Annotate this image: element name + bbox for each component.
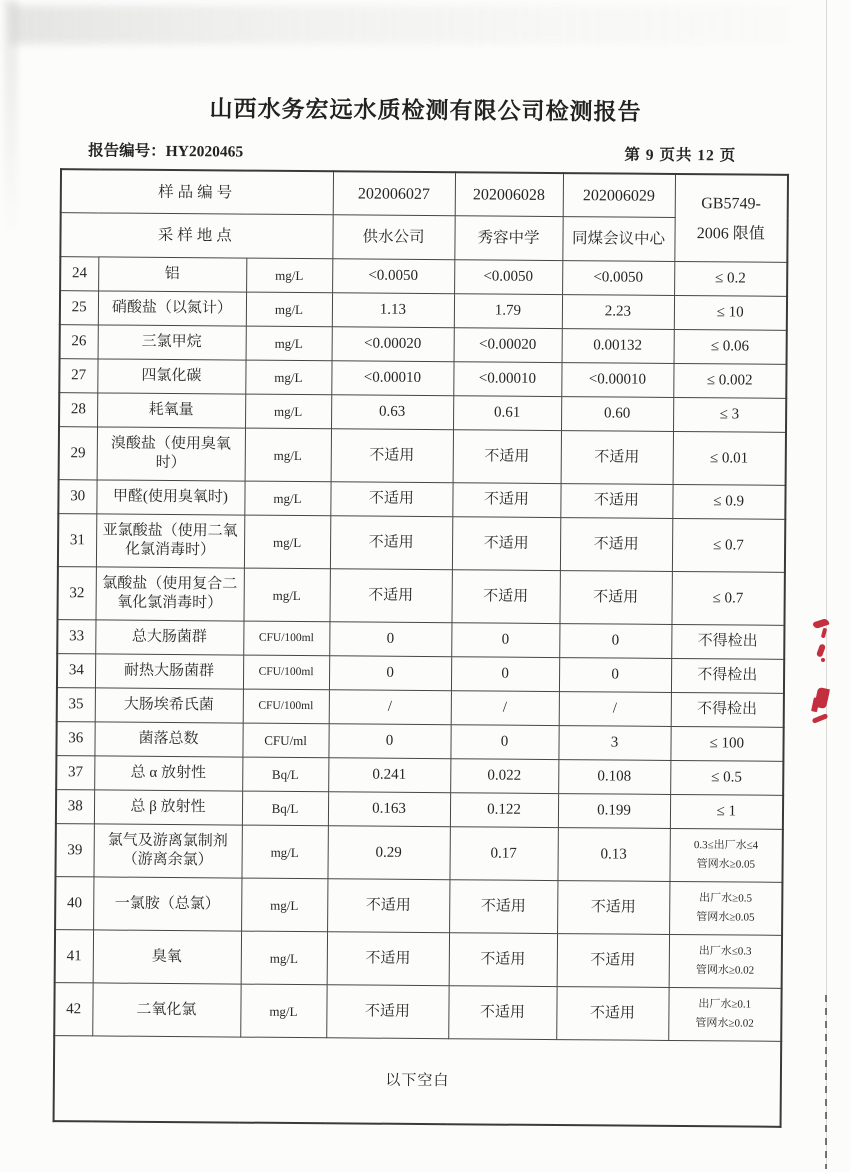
table-row [60, 291, 787, 331]
value-sample-3: 不适用 [556, 987, 668, 1041]
value-sample-3: / [559, 692, 671, 727]
parameter-name: 二氧化氯 [92, 983, 240, 1037]
table-row [55, 877, 782, 936]
value-sample-3: 0.00132 [562, 329, 674, 364]
value-sample-3: 不适用 [560, 484, 672, 519]
table-row [55, 824, 782, 883]
location-header-label: 采样地点 [60, 213, 332, 259]
value-sample-3: 0 [559, 624, 671, 659]
value-sample-3: 0.60 [561, 397, 673, 432]
limit-value: ≤ 0.5 [670, 760, 783, 795]
row-number: 37 [56, 756, 94, 790]
value-sample-2: 不适用 [452, 483, 560, 518]
value-sample-1: 不适用 [326, 985, 448, 1039]
unit: mg/L [241, 878, 327, 932]
value-sample-1: 1.13 [332, 293, 454, 328]
parameter-name: 总 α 放射性 [94, 756, 242, 791]
header-row-sample-id [61, 169, 788, 218]
results-table [53, 168, 789, 1128]
parameter-name: 一氯胺（总氯） [93, 877, 241, 931]
value-sample-2: <0.00020 [454, 328, 562, 363]
unit: mg/L [240, 984, 326, 1038]
unit: mg/L [246, 258, 332, 293]
row-number: 39 [55, 824, 93, 877]
unit: mg/L [245, 394, 331, 429]
table-row [57, 567, 784, 626]
table-row [57, 654, 784, 694]
row-number: 30 [58, 480, 96, 514]
row-number: 24 [60, 257, 98, 291]
value-sample-1: 0.241 [328, 758, 450, 793]
limit-value: 不得检出 [671, 692, 784, 727]
report-number [88, 138, 243, 161]
value-sample-3: 3 [558, 726, 670, 761]
limit-value: ≤ 0.002 [673, 363, 786, 398]
value-sample-1: 0.163 [328, 792, 450, 827]
value-sample-3: 不适用 [557, 881, 669, 935]
below-blank-note: 以下空白 [54, 1036, 782, 1127]
parameter-name: 大肠埃希氏菌 [95, 688, 243, 723]
parameter-name: 菌落总数 [94, 722, 242, 757]
value-sample-1: 0 [329, 622, 451, 657]
page-title: 山西水务宏远水质检测有限公司检测报告 [209, 95, 642, 125]
sample-id-3: 202006029 [563, 173, 675, 217]
limit-value: ≤ 10 [674, 295, 787, 330]
limit-value: 不得检出 [671, 624, 784, 659]
value-sample-3: <0.0050 [562, 261, 674, 296]
parameter-name: 氯酸盐（使用复合二氧化氯消毒时） [95, 567, 243, 621]
unit: CFU/100ml [243, 689, 329, 724]
value-sample-3: 0.199 [558, 794, 670, 829]
value-sample-2: 0 [451, 657, 559, 692]
value-sample-1: / [329, 690, 451, 725]
limit-value: 出厂水≥0.5 管网水≥0.05 [669, 881, 782, 935]
value-sample-3: 不适用 [560, 518, 672, 572]
sample-id-1: 202006027 [333, 171, 455, 215]
standard-limit-header [674, 174, 788, 262]
value-sample-1: <0.0050 [332, 259, 454, 294]
parameter-name: 甲醛(使用臭氧时) [96, 480, 244, 515]
limit-value: 不得检出 [671, 658, 784, 693]
row-number: 33 [57, 620, 95, 654]
limit-value: ≤ 0.01 [673, 431, 786, 485]
table-row [54, 983, 781, 1042]
table-row [60, 257, 787, 297]
unit: mg/L [246, 326, 332, 361]
value-sample-2: <0.00010 [453, 362, 561, 397]
value-sample-2: <0.0050 [454, 260, 562, 295]
unit: mg/L [244, 481, 330, 516]
unit: CFU/ml [242, 723, 328, 758]
unit: mg/L [245, 428, 331, 482]
value-sample-3: 0.108 [558, 760, 670, 795]
value-sample-3: 不适用 [561, 431, 673, 485]
table-row [59, 427, 786, 486]
value-sample-2: 0.022 [450, 759, 558, 794]
limit-value: ≤ 0.2 [674, 261, 787, 296]
location-3: 同煤会议中心 [562, 217, 674, 262]
value-sample-1: 0.63 [331, 395, 453, 430]
value-sample-3: 不适用 [559, 571, 671, 625]
value-sample-2: 不适用 [452, 517, 560, 571]
value-sample-3: 不适用 [557, 934, 669, 988]
limit-value: 出厂水≤0.3 管网水≥0.02 [669, 934, 782, 988]
table-row [58, 480, 785, 520]
row-number: 41 [55, 930, 93, 983]
parameter-name: 溴酸盐（使用臭氧时） [97, 427, 245, 481]
value-sample-1: 不适用 [330, 482, 452, 517]
table-row [59, 359, 786, 399]
parameter-name: 氯气及游离氯制剂（游离余氯） [93, 824, 241, 878]
value-sample-3: <0.00010 [561, 363, 673, 398]
limit-value: 0.3≤出厂水≤4 管网水≥0.05 [669, 828, 782, 882]
value-sample-1: 0 [328, 724, 450, 759]
value-sample-2: 1.79 [454, 294, 562, 329]
value-sample-2: 不适用 [453, 430, 561, 484]
page-indicator: 第 9 页共 12 页 [624, 146, 737, 165]
row-number: 25 [60, 291, 98, 325]
table-row [59, 393, 786, 433]
value-sample-1: 不适用 [327, 879, 449, 933]
value-sample-2: 0 [451, 623, 559, 658]
value-sample-3: 0.13 [557, 828, 669, 882]
value-sample-2: 不适用 [452, 570, 560, 624]
unit: CFU/100ml [243, 621, 329, 656]
unit: mg/L [245, 360, 331, 395]
table-row [55, 930, 782, 989]
value-sample-3: 0 [559, 658, 671, 693]
parameter-name: 硝酸盐（以氮计） [98, 291, 246, 326]
standard-limit-header-line1: GB5749- [701, 194, 761, 213]
row-number: 34 [57, 654, 95, 688]
row-number: 35 [57, 688, 95, 722]
table-row [57, 620, 784, 660]
value-sample-2: 不适用 [448, 986, 556, 1040]
value-sample-2: 0 [450, 725, 558, 760]
value-sample-1: 不适用 [330, 516, 452, 570]
unit: CFU/100ml [243, 655, 329, 690]
value-sample-1: 不适用 [327, 932, 449, 986]
row-number: 32 [57, 567, 95, 620]
value-sample-1: 不适用 [330, 569, 452, 623]
row-number: 42 [54, 983, 92, 1036]
row-number: 40 [55, 877, 93, 930]
value-sample-1: 0.29 [327, 826, 449, 880]
value-sample-1: 不适用 [331, 429, 453, 483]
value-sample-3: 2.23 [562, 295, 674, 330]
unit: mg/L [243, 568, 329, 622]
value-sample-1: <0.00010 [331, 361, 453, 396]
parameter-name: 四氯化碳 [97, 359, 245, 394]
value-sample-2: 0.61 [453, 396, 561, 431]
row-number: 27 [59, 359, 97, 393]
limit-value: ≤ 0.7 [671, 571, 784, 625]
limit-value: 出厂水≥0.1 管网水≥0.02 [668, 987, 781, 1041]
limit-value: ≤ 1 [670, 794, 783, 829]
limit-value: ≤ 0.9 [672, 484, 785, 519]
report-meta [88, 138, 736, 165]
unit: mg/L [241, 931, 327, 985]
value-sample-2: 0.122 [450, 793, 558, 828]
sample-id-2: 202006028 [455, 172, 563, 216]
value-sample-2: / [451, 691, 559, 726]
table-row [56, 756, 783, 796]
value-sample-2: 不适用 [449, 880, 557, 934]
report-number-label: 报告编号： [88, 142, 166, 160]
row-number: 38 [56, 790, 94, 824]
limit-value: ≤ 3 [673, 397, 786, 432]
parameter-name: 铝 [98, 257, 246, 292]
unit: mg/L [244, 515, 330, 569]
parameter-name: 总 β 放射性 [94, 790, 242, 825]
location-1: 供水公司 [332, 215, 454, 260]
value-sample-1: <0.00020 [332, 327, 454, 362]
parameter-name: 臭氧 [93, 930, 241, 984]
parameter-name: 亚氯酸盐（使用二氧化氯消毒时） [96, 514, 244, 568]
parameter-name: 三氯甲烷 [98, 325, 246, 360]
report-number-value: HY2020465 [165, 142, 244, 161]
parameter-name: 总大肠菌群 [95, 620, 243, 655]
parameter-name: 耐热大肠菌群 [95, 654, 243, 689]
limit-value: ≤ 0.06 [674, 329, 787, 364]
row-number: 36 [56, 722, 94, 756]
location-2: 秀容中学 [454, 216, 562, 261]
value-sample-2: 不适用 [449, 933, 557, 987]
table-row [60, 325, 787, 365]
parameter-name: 耗氧量 [97, 393, 245, 428]
table-row [57, 688, 784, 728]
row-number: 26 [60, 325, 98, 359]
row-number: 28 [59, 393, 97, 427]
table-row [58, 514, 785, 573]
row-number: 31 [58, 514, 96, 567]
standard-limit-header-line2: 2006 限值 [696, 224, 765, 243]
unit: mg/L [246, 292, 332, 327]
table-row [56, 790, 783, 830]
value-sample-1: 0 [329, 656, 451, 691]
table-row [56, 722, 783, 762]
unit: Bq/L [242, 757, 328, 792]
sample-id-header-label: 样品编号 [61, 169, 333, 215]
unit: Bq/L [242, 791, 328, 826]
limit-value: ≤ 0.7 [672, 518, 785, 572]
row-number: 29 [59, 427, 97, 480]
blank-row [54, 1036, 782, 1127]
value-sample-2: 0.17 [449, 827, 557, 881]
unit: mg/L [241, 825, 327, 879]
limit-value: ≤ 100 [670, 726, 783, 761]
